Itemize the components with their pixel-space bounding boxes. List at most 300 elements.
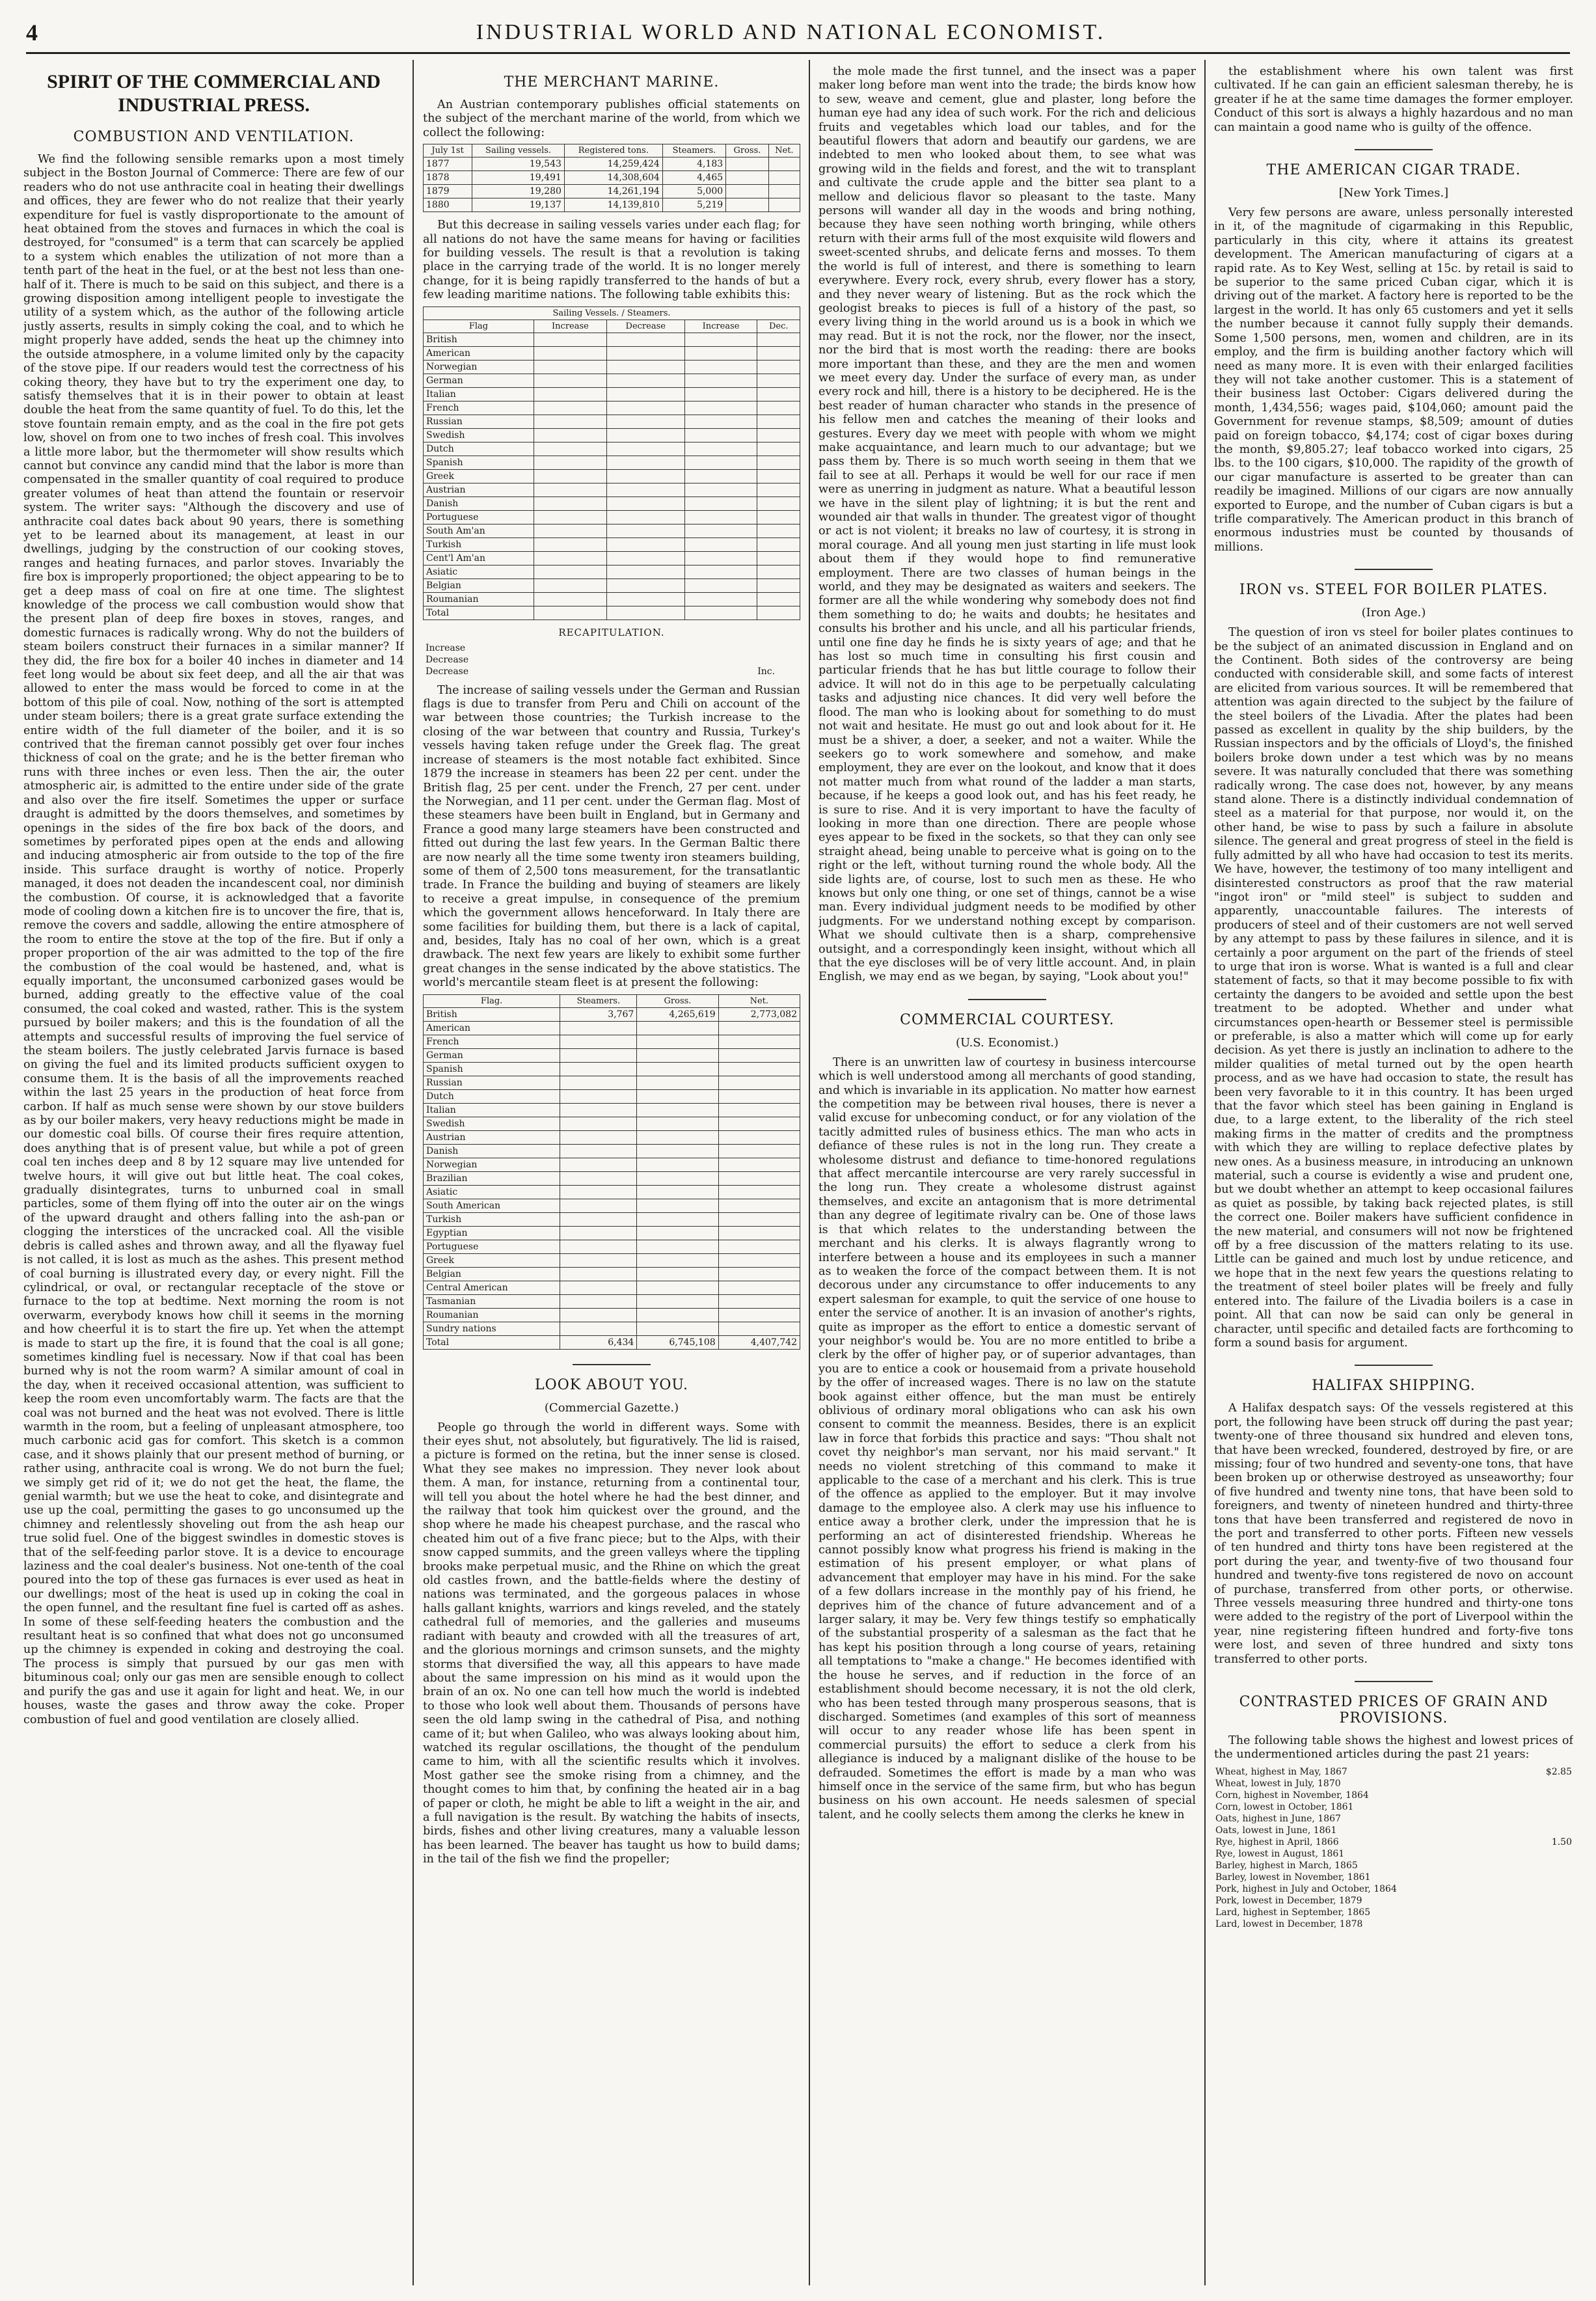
table-cell — [718, 1253, 800, 1267]
table-cell — [684, 565, 757, 579]
table-cell: 19,491 — [472, 171, 565, 185]
table-row — [424, 1021, 800, 1035]
table-row — [1214, 1848, 1573, 1860]
table-cell: Asiatic — [424, 565, 534, 579]
table-row — [423, 654, 800, 666]
table-cell — [606, 579, 684, 592]
table-cell — [534, 401, 607, 415]
table-cell: 6,434 — [560, 1335, 637, 1349]
table-cell — [656, 654, 679, 666]
column-header: Increase — [684, 320, 757, 333]
table-cell: British — [424, 1007, 560, 1021]
table-cell — [757, 374, 800, 387]
table-cell — [684, 428, 757, 442]
table-cell: Russian — [424, 415, 534, 428]
column-header: Net. — [768, 144, 800, 157]
table-cell — [534, 565, 607, 579]
table-cell — [637, 1158, 718, 1171]
table-cell — [768, 198, 800, 212]
table-cell — [606, 483, 684, 497]
column-header: Decrease — [606, 320, 684, 333]
table-cell: Danish — [424, 1144, 560, 1158]
column-header: Registered tons. — [564, 144, 662, 157]
table-cell: 4,407,742 — [718, 1335, 800, 1349]
table-cell — [726, 157, 769, 171]
table-cell: 1.50 — [1551, 1836, 1572, 1847]
table-cell: 14,261,194 — [564, 185, 662, 198]
divider — [1355, 1365, 1433, 1366]
table-cell — [718, 1035, 800, 1048]
steam-fleet-table — [423, 994, 800, 1350]
table-cell — [560, 1212, 637, 1226]
table-row — [424, 538, 800, 551]
table-row — [424, 1117, 800, 1130]
table-cell — [726, 185, 769, 198]
table-cell — [560, 1130, 637, 1144]
table-cell — [1525, 1813, 1573, 1825]
table-cell: Spanish — [424, 456, 534, 469]
table-cell — [679, 642, 778, 654]
column-header: Steamers. — [560, 994, 637, 1007]
table-cell: Belgian — [424, 1267, 560, 1281]
table-cell: Portuguese — [424, 1240, 560, 1253]
table-cell — [757, 579, 800, 592]
table-cell: 14,259,424 — [564, 157, 662, 171]
table-cell — [757, 592, 800, 606]
table-cell: Total — [424, 1335, 560, 1349]
table-row — [424, 1171, 800, 1185]
table-cell — [718, 1267, 800, 1281]
table-cell: 3,767 — [560, 1007, 637, 1021]
table-cell: Belgian — [424, 579, 534, 592]
table-cell — [684, 346, 757, 360]
table-cell — [757, 606, 800, 620]
column-rule — [1204, 60, 1206, 2285]
table-cell — [534, 592, 607, 606]
table-cell — [534, 456, 607, 469]
table-cell — [679, 654, 778, 666]
table-cell — [534, 346, 607, 360]
table-cell — [606, 346, 684, 360]
table-row — [1214, 1778, 1573, 1790]
table-cell — [757, 360, 800, 374]
table-cell — [726, 198, 769, 212]
column-rule — [809, 60, 810, 2285]
section-title: SPIRIT OF THE COMMERCIAL AND INDUSTRIAL PRESS. — [47, 71, 381, 116]
table-cell — [684, 538, 757, 551]
table-cell — [768, 171, 800, 185]
table-cell: Tasmanian — [424, 1294, 560, 1308]
table-row — [424, 1199, 800, 1212]
table-row — [1214, 1766, 1573, 1778]
table-cell — [637, 1253, 718, 1267]
column-header: Net. — [718, 994, 800, 1007]
table-cell — [718, 1158, 800, 1171]
table-cell — [656, 642, 679, 654]
table-cell — [757, 551, 800, 565]
table-cell — [718, 1308, 800, 1322]
table-cell — [637, 1103, 718, 1117]
table-cell: Oats, highest in June, 1867 — [1215, 1813, 1341, 1824]
column-header: Gross. — [637, 994, 718, 1007]
table-cell — [637, 1199, 718, 1212]
table-cell — [560, 1294, 637, 1308]
table-cell — [757, 497, 800, 510]
table-cell — [637, 1240, 718, 1253]
table-cell — [684, 606, 757, 620]
table-cell — [757, 333, 800, 346]
table-cell: Norwegian — [424, 1158, 560, 1171]
table-cell — [684, 374, 757, 387]
table-cell: Brazilian — [424, 1171, 560, 1185]
table-cell — [1525, 1860, 1573, 1872]
table-cell — [560, 1076, 637, 1089]
table-cell — [534, 606, 607, 620]
table-cell — [757, 456, 800, 469]
table-cell — [757, 415, 800, 428]
table-cell: 4,465 — [662, 171, 725, 185]
table-row — [424, 1281, 800, 1294]
table-row — [424, 171, 800, 185]
table-cell — [637, 1048, 718, 1062]
table-cell — [560, 1171, 637, 1185]
table-cell — [606, 606, 684, 620]
table-row — [424, 565, 800, 579]
table-row — [424, 415, 800, 428]
table-row — [424, 1076, 800, 1089]
table-cell — [718, 1103, 800, 1117]
article-source: (Iron Age.) — [1361, 606, 1426, 620]
table-cell — [560, 1185, 637, 1199]
table-cell — [684, 469, 757, 483]
table-cell — [637, 1294, 718, 1308]
table-cell: French — [424, 401, 534, 415]
article-paragraph: But this decrease in sailing vessels varies under each flag; for all nations do not have the same means for having or facilities for building vessels. The result is that a revolution is taking place in the carrying trade of the world. It is no longer merely change, for it is being rapidly transferred to the hands of but a few leading maritime nations. The following table exhibits this: — [423, 219, 800, 302]
table-row — [1214, 1813, 1573, 1825]
table-cell — [757, 442, 800, 456]
article-paragraph: The increase of sailing vessels under the German and Russian flags is due to transfer from Peru and Chili on account of the war between those countries; the Turkish increase to the closing of the war between that country and Russia, Turkey's vessels having taken refuge under the Greek flag. The great increase of steamers is the most notable fact exhibited. Since 1879 the increase in steamers has been 22 per cent. under the British flag, 25 per cent. under the French, 27 per cent. under the Norwegian, and 11 per cent. under the German flag. Most of these steamers have been built in England, but in Germany and France a good many large steamers have been constructed and fitted out during the last few years. In the German Baltic there are now nearly all the time some twenty iron steamers building, some of them of 2,500 tons measurement, for the transatlantic trade. In France the building and buying of steamers are likely to receive a great impulse, in consequence of the premium which the government allows henceforward. In Italy there are some facilities for building them, but there is a lack of capital, and, besides, Italy has no coal of her own, which is a great drawback. The next few years are likely to exhibit some further great changes in the sense indicated by the above statistics. The world's mercantile steam fleet is at present the following: — [423, 683, 800, 990]
table-row — [424, 1103, 800, 1117]
table-cell: 19,280 — [472, 185, 565, 198]
table-row — [424, 1048, 800, 1062]
table-cell — [534, 524, 607, 538]
table-cell: Inc. — [757, 666, 776, 677]
table-cell: Increase — [426, 642, 466, 653]
table-cell — [1525, 1801, 1573, 1813]
table-cell — [637, 1144, 718, 1158]
column-2 — [423, 65, 800, 2284]
table-row — [424, 1158, 800, 1171]
table-cell — [757, 483, 800, 497]
table-cell — [560, 1281, 637, 1294]
article-title: HALIFAX SHIPPING. — [1312, 1378, 1476, 1395]
table-cell: American — [424, 1021, 560, 1035]
table-cell — [637, 1185, 718, 1199]
table-cell — [684, 551, 757, 565]
table-cell — [534, 360, 607, 374]
table-row — [1214, 1895, 1573, 1907]
article-title: COMBUSTION AND VENTILATION. — [73, 129, 355, 145]
table-cell — [637, 1035, 718, 1048]
table-row — [1214, 1825, 1573, 1836]
table-cell: Pork, lowest in December, 1879 — [1215, 1895, 1362, 1906]
table-cell — [718, 1240, 800, 1253]
table-cell — [637, 1130, 718, 1144]
table-cell — [684, 415, 757, 428]
table-cell: Norwegian — [424, 360, 534, 374]
column-1 — [23, 65, 404, 2284]
table-cell — [1525, 1918, 1573, 1930]
table-cell — [534, 579, 607, 592]
table-cell: Corn, lowest in October, 1861 — [1215, 1801, 1354, 1812]
table-row — [424, 1130, 800, 1144]
table-cell — [606, 333, 684, 346]
table-row — [424, 551, 800, 565]
table-cell: 14,308,604 — [564, 171, 662, 185]
column-rule — [413, 60, 414, 2285]
table-cell — [560, 1226, 637, 1240]
table-cell: Spanish — [424, 1062, 560, 1076]
table-cell — [637, 1308, 718, 1322]
table-cell — [718, 1062, 800, 1076]
table-cell — [560, 1089, 637, 1103]
table-cell: Decrease — [426, 666, 469, 677]
article-title: THE AMERICAN CIGAR TRADE. — [1266, 162, 1521, 179]
table-cell — [637, 1281, 718, 1294]
table-cell — [534, 551, 607, 565]
table-cell — [637, 1171, 718, 1185]
table-cell — [1525, 1825, 1573, 1836]
table-row — [1214, 1860, 1573, 1872]
table-cell: Russian — [424, 1076, 560, 1089]
table-cell — [718, 1076, 800, 1089]
table-cell: 1878 — [424, 171, 472, 185]
article-title: THE MERCHANT MARINE. — [504, 74, 720, 90]
table-cell — [637, 1267, 718, 1281]
table-cell: British — [424, 333, 534, 346]
table-cell — [684, 360, 757, 374]
table-cell: 4,183 — [662, 157, 725, 171]
table-cell — [1525, 1872, 1573, 1883]
table-row — [424, 198, 800, 212]
table-cell — [534, 387, 607, 401]
table-row — [424, 1062, 800, 1076]
table-cell — [534, 538, 607, 551]
table-cell — [606, 401, 684, 415]
table-cell — [637, 1226, 718, 1240]
table-cell — [718, 1117, 800, 1130]
table-cell — [534, 415, 607, 428]
table-cell: Rye, lowest in August, 1861 — [1215, 1848, 1345, 1859]
table-cell — [718, 1171, 800, 1185]
table-cell: German — [424, 1048, 560, 1062]
table-row — [1214, 1918, 1573, 1930]
table-row — [1214, 1836, 1573, 1848]
table-cell — [768, 185, 800, 198]
table-cell: 19,137 — [472, 198, 565, 212]
column-3 — [818, 65, 1196, 2284]
table-cell — [757, 346, 800, 360]
column-header: Dec. — [757, 320, 800, 333]
column-header: July 1st — [424, 144, 472, 157]
divider — [1355, 1681, 1433, 1682]
publication-title: INDUSTRIAL WORLD AND NATIONAL ECONOMIST. — [476, 20, 1106, 44]
table-cell: Pork, highest in July and October, 1864 — [1215, 1883, 1397, 1894]
table-cell — [560, 1048, 637, 1062]
table-cell: Wheat, highest in May, 1867 — [1215, 1766, 1347, 1777]
table-row — [424, 579, 800, 592]
table-cell — [718, 1226, 800, 1240]
table-cell: Austrian — [424, 1130, 560, 1144]
table-cell — [560, 1035, 637, 1048]
column-header: Increase — [534, 320, 607, 333]
table-row — [424, 1212, 800, 1226]
table-cell — [757, 538, 800, 551]
table-cell — [606, 510, 684, 524]
table-cell: 5,000 — [662, 185, 725, 198]
table-cell — [534, 510, 607, 524]
article-paragraph: We find the following sensible remarks upon a most timely subject in the Boston Journal of Commerce: There are few of our readers who do not use anthracite coal in heating their dwellings and offices, they are fewer who do not realize that their yearly expenditure for fuel is vastly disproportionate to the amount of heat obtained from the stoves and furnaces in which the coal is destroyed, for "consumed" is a term that can scarcely be applied to a system which enables the utilization of not more than a tenth part of the heat in the fuel, or at the best not less than one-half of it. There is much to be said on this subject, and there is a growing disposition among intelligent people to investigate the utility of a system which, as the author of the following article justly asserts, results in simply coking the coal, and to which he might properly have added, sends the heat up the chimney into the outside atmosphere, in a volume limited only by the capacity of the stove pipe. If our readers would test the correctness of his coking theory, they have but to try the experiment one day, to satisfy themselves that it is in their power to obtain at least double the heat from the same quantity of fuel. To do this, let the stove fountain remain empty, and as the coal in the fire pot gets low, shovel on from one to two inches of fresh coal. This involves a little more labor, but the thermometer will show results which cannot but convince any candid mind that the labor is more than compensated in the smaller quantity of coal required to produce greater volumes of heat than attend the fountain or reservoir system. The writer says: "Although the discovery and use of anthracite coal dates back about 90 years, there is something yet to be learned about its management, at least in our dwellings, judging by the construction of our cooking stoves, ranges and heating furnaces, and parlor stoves. Invariably the fire box is improperly proportioned; the object appearing to be to get a deep mass of coal on fire at one time. The slightest knowledge of the process we call combustion would show that the present plan of deep fire boxes in stoves, ranges, and domestic furnaces is radically wrong. Why do not the builders of steam boilers construct their furnaces in a similar manner? If they did, the fire box for a boiler 40 inches in diameter and 14 feet long would be about six feet deep, and all the air that was allowed to enter the mass would be forced to come in at the bottom of this pile of coal. Now, nothing of the sort is attempted under steam boilers; there is a great grate surface extending the entire width of the full diameter of the boiler, and it is so contrived that the fireman cannot possibly get over four inches thickness of coal on the grate; and he is the better fireman who runs with three inches or even less. Then the air, the outer atmospheric air, is admitted to the entire under side of the grate and also over the fire itself. Sometimes the upper or surface draught is admitted by the doors themselves, and sometimes by openings in the sides of the fire box back of the doors, and sometimes by perforated pipes open at the ends and allowing and inducing atmospheric air from outside to the top of the fire inside. This surface draught is worthy of notice. Properly managed, it does not deaden the incandescent coal, nor diminish the combustion. Of course, it is acknowledged that a favorite mode of cooling down a kitchen fire is to uncover the fire, that is, remove the covers and saddle, allowing the entire atmosphere of the room to entire the stove at the top of the fire. But if only a proper proportion of the air was admitted to the top of the fire the combustion of the coal would be hastened, and, what is equally important, the unconsumed carbonized gases would be burned, adding greatly to the effective value of the coal consumed, the coal coked and wasted, rather. This is the system pursued by boiler makers; and this is the foundation of all the attempts and successful results of improving the fuel service of the steam boilers. The justly celebrated Jarvis furnace is based on giving the fuel and its limited products sufficient oxygen to consume them. It is the basis of all the improvements reached within the last 25 years in the production of heat force from carbon. If half as much sense were shown by our stove builders as by our boiler makers, very heavy reductions might be made in our domestic coal bills. Of course their fires require attention, does anything that is of present value, but while a pot of green coal ten inches deep and 8 by 12 square may live untended for twelve hours, it will give out but little heat. The coal cokes, gradually disintegrates, turns to unburned coal in small particles, some of them flying off into the outer air on the wings of the upward draught and others falling into the ash-pan or clogging the interstices of the uncracked coal. All the visible debris is called ashes and thrown away, and all the flyaway fuel is not called, it is lost as much as the ashes. This present method of coal burning is illustrated every day, or every night. Fill the cylindrical, or oval, or rectangular receptacle of the stove or furnace to the top at bedtime. Next morning the room is not overwarm, everybody knows how chill it seems in the morning and how cheerful it is to start the fire up. Yet when the attempt is made to start up the fire, it is found that the coal is all gone; sometimes kindling fuel is necessary. Now if that coal has been burned why is not the room warm? A similar amount of coal in the day, when it received occasional attention, was sufficient to keep the room even uncomfortably warm. The facts are that the coal was not burned and the heat was not evolved. There is little warmth in the room, but a feeling of unpleasant atmosphere, too much carbonic acid gas for comfort. This sketch is a common case, and it shows plainly that our present method of burning, or rather using, anthracite coal is wrong. We do not burn the fuel; we simply get rid of it; we do not get the heat, the flame, the genial warmth; but we use the heat to coke, and disintegrate and use up the coal, permitting the gases to go unconsumed up the chimney and relentlessly shoveling out from the ash heap our true solid fuel. One of the biggest swindles in domestic stoves is that of the self-feeding parlor stove. It is a device to encourage laziness and the coal dealer's business. Not one-tenth of the coal poured into the top of these gas furnaces is ever used as heat in our dwellings; most of the heat is used up in coking the coal in the open funnel, and the resultant fine fuel is carted off as ashes. In some of these self-feeding heaters the combustion and the resultant heat is so confined that what does not go unconsumed up the chimney is expended in coking and destroying the coal. The process is simply that pursued by our gas men with bituminous coal; only our gas men are sensible enough to collect and purify the gas and use it again for light and heat. We, in our houses, waste the gases and throw away the coke. Proper combustion of fuel and good ventilation are closely allied. — [23, 153, 404, 1726]
table-cell — [684, 524, 757, 538]
table-cell: Corn, highest in November, 1864 — [1215, 1790, 1369, 1801]
table-cell: Swedish — [424, 1117, 560, 1130]
table-cell: Greek — [424, 469, 534, 483]
table-cell — [534, 428, 607, 442]
table-cell: Dutch — [424, 442, 534, 456]
table-cell — [560, 1117, 637, 1130]
table-caption: Sailing Vessels. / Steamers. — [424, 306, 800, 320]
table-cell — [718, 1294, 800, 1308]
table-cell — [560, 1253, 637, 1267]
table-cell — [560, 1199, 637, 1212]
table-row — [424, 1007, 800, 1021]
table-row — [424, 387, 800, 401]
table-cell: Egyptian — [424, 1226, 560, 1240]
table-cell — [726, 171, 769, 185]
table-cell — [560, 1144, 637, 1158]
table-row — [424, 1322, 800, 1335]
table-cell: South American — [424, 1199, 560, 1212]
article-source: (Commercial Gazette.) — [544, 1400, 679, 1415]
divider — [968, 999, 1046, 1000]
table-cell — [606, 456, 684, 469]
table-cell — [684, 387, 757, 401]
table-cell — [684, 442, 757, 456]
table-row — [424, 1308, 800, 1322]
table-cell: Rye, highest in April, 1866 — [1215, 1836, 1339, 1847]
table-cell: 19,543 — [472, 157, 565, 171]
table-cell — [757, 387, 800, 401]
table-cell: French — [424, 1035, 560, 1048]
table-row — [424, 1035, 800, 1048]
table-row — [424, 346, 800, 360]
table-cell — [534, 333, 607, 346]
table-row — [424, 469, 800, 483]
article-title: COMMERCIAL COURTESY. — [900, 1011, 1115, 1028]
table-cell — [534, 483, 607, 497]
masthead — [26, 13, 1570, 54]
table-row — [424, 1294, 800, 1308]
table-cell: Total — [424, 606, 534, 620]
table-row — [424, 428, 800, 442]
table-row — [424, 374, 800, 387]
table-cell: Sundry nations — [424, 1322, 560, 1335]
table-cell — [757, 401, 800, 415]
table-cell — [718, 1021, 800, 1035]
table-cell: Barley, lowest in November, 1861 — [1215, 1872, 1371, 1883]
table-cell — [637, 1076, 718, 1089]
article-paragraph: The question of iron vs steel for boiler plates continues to be the subject of an animated discussion in England and on the Continent. Both sides of the controversy are being conducted with considerable skill, and some facts of interest are elicited from various sources. It will be remembered that attention was again directed to the subject by the failure of the steel boilers of the Livadia. After the plates had been passed as excellent in quality by the ship builders, by the Russian inspectors and by the officials of Lloyd's, the finished boilers broke down under a test which was by no means severe. It was naturally concluded that there was something radically wrong. The case does not, however, by any means stand alone. There is a distinctly individual condemnation of steel as a material for that purpose, nor would it, on the other hand, be wise to pass by such a failure in absolute silence. The general and great progress of steel in the field is fully admitted by all who have had occasion to test its merits. We have, however, the testimony of too many intelligent and disinterested constructors as proof that the raw material "ingot iron" or "mild steel" is subject to sudden and apparently, unaccountable failures. The interests of producers of steel and of their customers are not well served by any attempt to pass by these failures in silence, and it is certainly a poor argument on the part of the friends of steel to urge that iron is worse. What is wanted is a full and clear statement of facts, so that it may become possible to fix with certainty the dangers to be avoided and settle upon the best treatment to be adopted. Whether and under what circumstances open-hearth or Bessemer steel is permissible or preferable, is also a matter which will come up for early decision. As yet there is justly an inclination to adhere to the milder qualities of metal turned out by the open hearth process, and as we have had occasion to state, the result has been very favorable to it in this country. It has been urged that the favor which steel has been gaining in England is due, to a large extent, to the liberality of the rich steel making firms in the matter of credits and the promptness with which they are willing to replace defective plates by new ones. As a business measure, in introducing an unknown material, such a course is evidently a wise and prudent one, but we doubt whether an attempt to keep occasional failures as quiet as possible, by taking back rejected plates, is still the correct one. Boiler makers have sufficient confidence in the new material, and consumers will not now be frightened off by a free discussion of the matters relating to its use. Little can be gained and much lost by undue reticence, and we hope that in the next few years the questions relating to the treatment of steel boiler plates will be freely and fully entered into. The failure of the Livadia boilers is a case in point. All that can now be said can only be general in character, until specific and detailed facts are forthcoming to form a sound basis for argument. — [1214, 626, 1573, 1350]
table-cell: Portuguese — [424, 510, 534, 524]
table-cell: Austrian — [424, 483, 534, 497]
table-cell: 6,745,108 — [637, 1335, 718, 1349]
table-cell — [768, 157, 800, 171]
column-header: Sailing vessels. — [472, 144, 565, 157]
table-cell — [560, 1267, 637, 1281]
table-cell: 14,139,810 — [564, 198, 662, 212]
article-source: [New York Times.] — [1338, 186, 1449, 200]
table-cell — [560, 1021, 637, 1035]
article-paragraph: The following table shows the highest and lowest prices of the undermentioned articles during the past 21 years: — [1214, 1734, 1573, 1762]
flag-change-table — [423, 306, 800, 620]
table-cell — [606, 387, 684, 401]
column-4 — [1214, 65, 1573, 2284]
article-title: CONTRASTED PRICES OF GRAIN AND PROVISIONS. — [1239, 1694, 1549, 1727]
table-cell — [778, 642, 800, 654]
prices-table — [1214, 1766, 1573, 1930]
table-cell — [637, 1089, 718, 1103]
article-title: LOOK ABOUT YOU. — [535, 1376, 688, 1393]
table-cell — [718, 1185, 800, 1199]
article-paragraph: There is an unwritten law of courtesy in business intercourse which is well understood among all merchants of good standing, and which is invariable in its application. No matter how earnest the competition may be between rival houses, there is never a valid excuse for unbecoming conduct, or for any violation of the tacitly admitted rules of business ethics. The man who acts in defiance of these rules is not in the long run. They create a wholesome distrust and defiance to time-honored regulations that affect mercantile intercourse are very rarely successful in the long run. They create a wholesome distrust against themselves, and excite an antagonism that is more detrimental than any degree of legitimate rivalry can be. One of those laws is that which relates to the understanding between the merchant and his clerks. It is always flagrantly wrong to interfere between a house and its employees in such a manner as to weaken the force of the compact between them. It is not decorous under any circumstance to offer inducements to any expert salesman for example, to quit the service of one house to enter the service of another. It is an invasion of another's rights, quite as improper as the effort to entice a domestic servant of your neighbor's would be. You are no more entitled to bribe a clerk by the offer of higher pay, or of superior advantages, than you are to entice a cook or housemaid from a private household by the offer of increased wages. There is no law on the statute book against either offence, but the man must be entirely oblivious of ordinary moral obligations who can ask his own consent to commit the meanness. Besides, there is an explicit law in force that forbids this practice and says: "Thou shalt not covet thy neighbor's man servant, nor his maid servant." It needs no violent stretching of this command to make it applicable to the case of a merchant and his clerk. This is true of the offence as applied to the employer. But it may involve damage to the employee also. A clerk may use his influence to entice away a brother clerk, under the impression that he is performing an act of disinterested friendship. Whereas he cannot possibly know what progress his friend is making in the estimation of his present employer, or what plans of advancement that employer may have in his mind. For the sake of a few dollars increase in the monthly pay of his friend, he deprives him of the chance of future advancement and of a larger salary, it may be. Very few things testify so emphatically of the substantial prosperity of a salesman as the fact that he has kept his position through a long course of years, retaining all temptations to "make a change." He becomes identified with the house he serves, and if reduction in the force of an establishment should become necessary, it is not the old clerk, who has been tested through many prosperous seasons, that is discharged. Sometimes (and examples of this sort of meanness will occur to any reader whose life has been spent in commercial pursuits) the effort to seduce a clerk from his allegiance is induced by a malignant dislike of the house to be defrauded. Sometimes the effort is made by a man who was himself once in the service of the same firm, but who has begun business on his own account. He needs salesmen of special talent, and he coolly selects them among the clerks he knew in — [818, 1055, 1196, 1821]
table-row — [424, 1185, 800, 1199]
table-cell — [718, 1144, 800, 1158]
table-cell: Wheat, lowest in July, 1870 — [1215, 1778, 1341, 1789]
article-paragraph: Very few persons are aware, unless personally interested in it, of the magnitude of cigarmaking in this Republic, particularly in this city, where it attains its greatest development. The American manufacturing of cigars at a rapid rate. As to Key West, selling at 15c. by retail is said to be superior to the same priced Cuban cigar, which it is driving out of the market. A factory here is reported to be the largest in the world. It has only 65 customers and yet it sells the number because it cannot fully supply their demands. Some 1,500 persons, men, women and children, are in its employ, and the firm is building another factory which will need as many more. It is even with their enlarged facilities they will not take another customer. This is a statement of their business last October: Cigars delivered during the month, 1,434,556; wages paid, $104,060; amount paid the Government for revenue stamps, $8,509; amount of duties paid on foreign tobacco, $4,174; cost of cigar boxes during the month, $9,805.27; leaf tobacco worked into cigars, 25 lbs. to the 100 cigars, $10,000. The rapidity of the growth of our cigar manufacture is asserted to be greater than can readily be imagined. Millions of our cigars are now annually exported to Europe, and the number of Cuban cigars is but a trifle comparatively. The American product in this branch of enormous industries must be counted by thousands of millions. — [1214, 206, 1573, 554]
table-cell: 4,265,619 — [637, 1007, 718, 1021]
table-cell — [637, 1062, 718, 1076]
table-cell — [637, 1117, 718, 1130]
table-cell — [684, 401, 757, 415]
table-row — [424, 497, 800, 510]
table-cell: Italian — [424, 387, 534, 401]
table-row — [424, 456, 800, 469]
table-cell: Barley, highest in March, 1865 — [1215, 1860, 1358, 1871]
table-cell: $2.85 — [1545, 1766, 1572, 1777]
table-cell: Roumanian — [424, 592, 534, 606]
table-cell — [560, 1158, 637, 1171]
table-cell: German — [424, 374, 534, 387]
table-cell: Dutch — [424, 1089, 560, 1103]
table-cell — [1525, 1907, 1573, 1918]
table-cell — [684, 483, 757, 497]
table-cell — [637, 1212, 718, 1226]
table-row — [424, 1144, 800, 1158]
table-cell — [606, 469, 684, 483]
table-cell — [606, 442, 684, 456]
table-cell: Danish — [424, 497, 534, 510]
table-cell: American — [424, 346, 534, 360]
table-row — [424, 1226, 800, 1240]
divider — [1355, 149, 1433, 150]
table-cell — [1525, 1895, 1573, 1907]
page-number: 4 — [26, 20, 38, 46]
recap-title: RECAPITULATION. — [558, 626, 665, 638]
table-cell — [1525, 1778, 1573, 1790]
table-cell — [633, 654, 656, 666]
divider — [573, 1364, 651, 1365]
table-cell — [1525, 1883, 1573, 1895]
